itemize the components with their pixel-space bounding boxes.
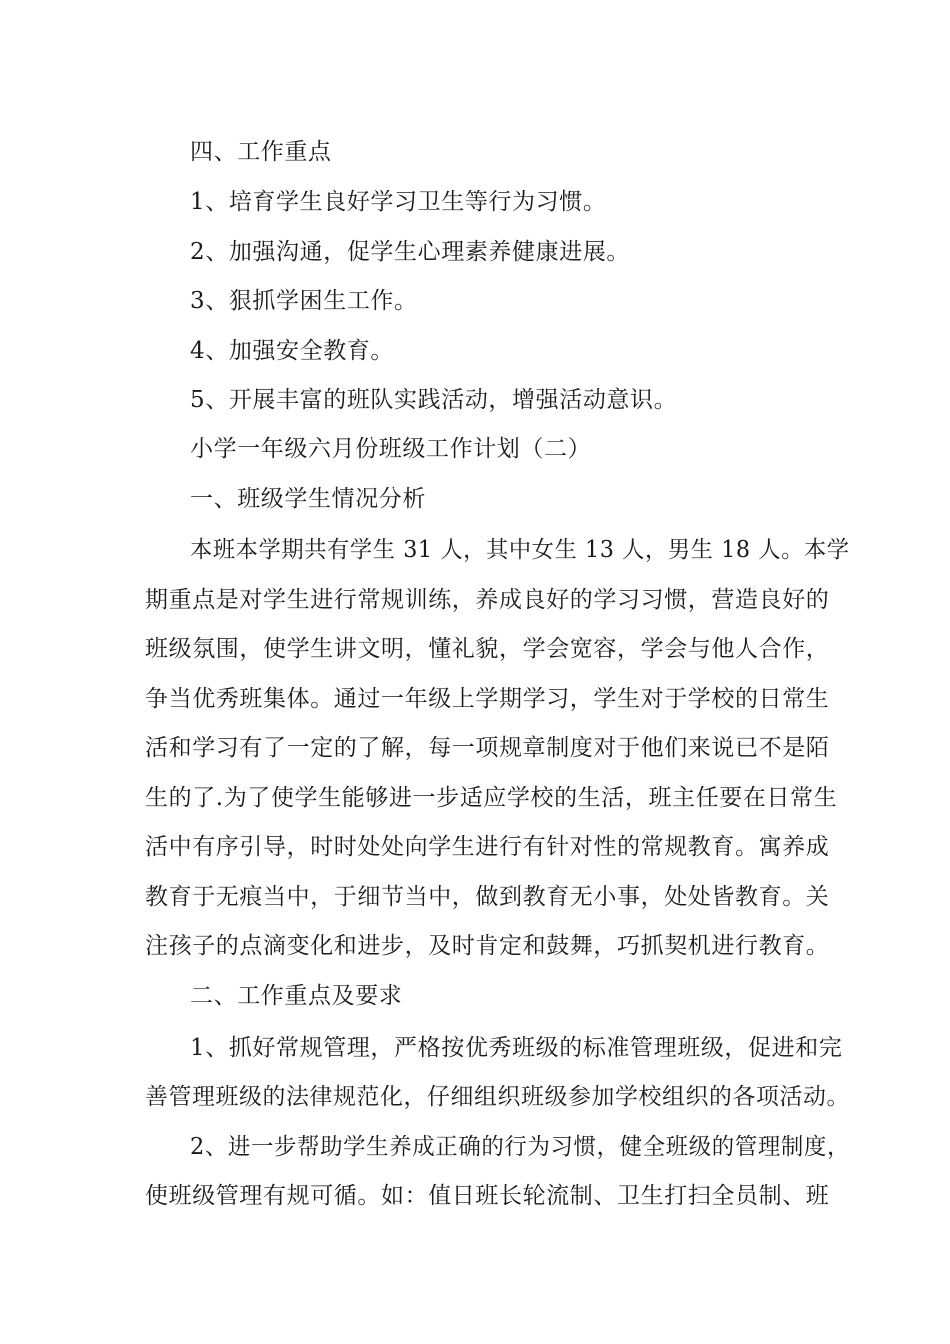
section4-item: 5、开展丰富的班队实践活动，增强活动意识。 [190, 387, 678, 413]
paragraph-line: 活中有序引导，时时处处向学生进行有针对性的常规教育。寓养成 [145, 834, 830, 860]
paragraph-line: 本班本学期共有学生 31 人，其中女生 13 人，男生 18 人。本学 [190, 537, 850, 563]
paragraph-line: 1、抓好常规管理，严格按优秀班级的标准管理班级，促进和完 [190, 1035, 843, 1061]
paragraph-line: 注孩子的点滴变化和进步，及时肯定和鼓舞，巧抓契机进行教育。 [145, 933, 830, 959]
plan2-title: 小学一年级六月份班级工作计划（二） [190, 436, 592, 462]
section4-item: 2、加强沟通，促学生心理素养健康进展。 [190, 239, 631, 265]
paragraph-line: 期重点是对学生进行常规训练，养成良好的学习习惯，营造良好的 [145, 587, 830, 613]
section4-heading: 四、工作重点 [190, 139, 332, 165]
part2-heading: 二、工作重点及要求 [190, 983, 403, 1009]
part1-heading: 一、班级学生情况分析 [190, 486, 426, 512]
paragraph-line: 使班级管理有规可循。如：值日班长轮流制、卫生打扫全员制、班 [145, 1183, 830, 1209]
paragraph-line: 2、进一步帮助学生养成正确的行为习惯，健全班级的管理制度， [190, 1134, 851, 1160]
paragraph-line: 班级氛围，使学生讲文明，懂礼貌，学会宽容，学会与他人合作， [145, 636, 830, 662]
paragraph-line: 活和学习有了一定的了解，每一项规章制度对于他们来说已不是陌 [145, 735, 830, 761]
section4-item: 4、加强安全教育。 [190, 338, 395, 364]
paragraph-line: 争当优秀班集体。通过一年级上学期学习，学生对于学校的日常生 [145, 686, 830, 712]
paragraph-line: 善管理班级的法律规范化，仔细组织班级参加学校组织的各项活动。 [145, 1084, 851, 1110]
paragraph-line: 生的了.为了使学生能够进一步适应学校的生活，班主任要在日常生 [145, 785, 838, 811]
section4-item: 1、培育学生良好学习卫生等行为习惯。 [190, 189, 607, 215]
paragraph-line: 教育于无痕当中，于细节当中，做到教育无小事，处处皆教育。关 [145, 884, 830, 910]
section4-item: 3、狠抓学困生工作。 [190, 288, 418, 314]
